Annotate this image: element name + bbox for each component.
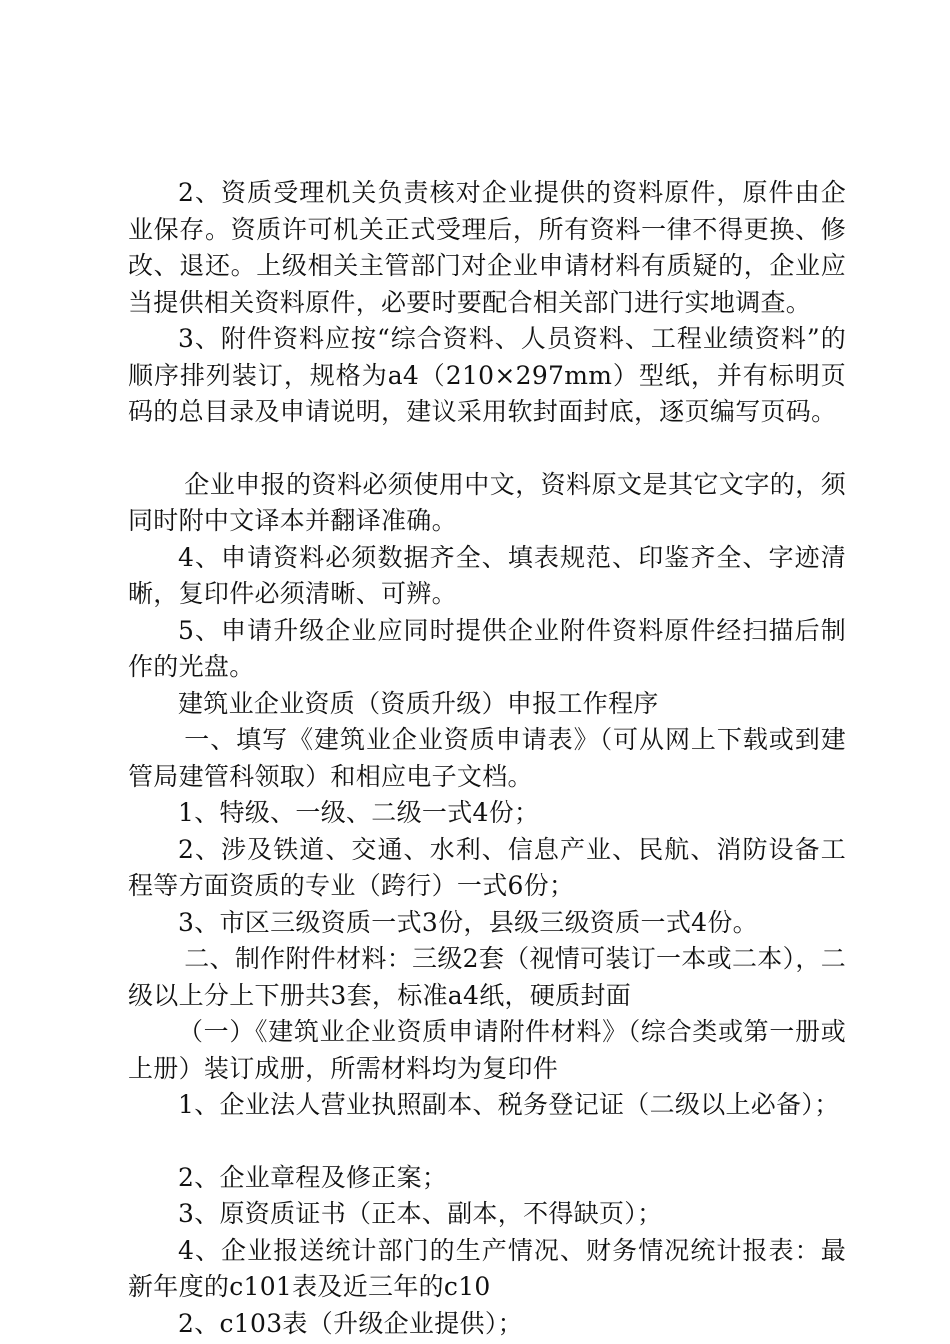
paragraph-scan-disc: 5、申请升级企业应同时提供企业附件资料原件经扫描后制作的光盘。	[128, 615, 846, 681]
list-item-copies-4: 1、特级、一级、二级一式4份；	[178, 798, 540, 827]
list-item-copies-6: 2、涉及铁道、交通、水利、信息产业、民航、消防设备工程等方面资质的专业（跨行）一式6份；	[128, 834, 846, 900]
paragraph-chinese-language: 企业申报的资料必须使用中文，资料原文是其它文字的，须同时附中文译本并翻译准确。	[128, 469, 846, 535]
list-item-business-license: 1、企业法人营业执照副本、税务登记证（二级以上必备）；	[178, 1090, 840, 1119]
section-heading-procedure: 建筑业企业资质（资质升级）申报工作程序	[178, 688, 659, 718]
paragraph-binding-order: 3、附件资料应按“综合资料、人员资料、工程业绩资料”的顺序排列装订，规格为a4（210×297mm）型纸，并有标明页码的总目录及申请说明，建议采用软封面封底，逐页编写页码。	[128, 324, 846, 426]
list-item-articles: 2、企业章程及修正案；	[178, 1162, 448, 1192]
paragraph-step-two: 二、制作附件材料：三级2套（视情可装订一本或二本），二级以上分上下册共3套，标准a4纸，硬质封面	[128, 944, 846, 1010]
list-item-c103: 2、c103表（升级企业提供）；	[178, 1308, 523, 1338]
paragraph-verify-originals: 2、资质受理机关负责核对企业提供的资料原件，原件由企业保存。资质许可机关正式受理后，所有资料一律不得更换、修改、退还。上级相关主管部门对企业申请材料有质疑的，企业应当提供相关资料原件，必要时要配合相关部门进行实地调查。	[128, 178, 846, 317]
paragraph-step-one: 一、填写《建筑业企业资质申请表》（可从网上下载或到建管局建管科领取）和相应电子文档。	[128, 725, 846, 791]
list-item-statistics-reports: 4、企业报送统计部门的生产情况、财务情况统计报表：最新年度的c101表及近三年的c10	[128, 1235, 846, 1301]
list-item-original-certificate: 3、原资质证书（正本、副本，不得缺页）；	[178, 1199, 663, 1228]
paragraph-data-complete: 4、申请资料必须数据齐全、填表规范、印鉴齐全、字迹清晰，复印件必须清晰、可辨。	[128, 542, 846, 608]
document-body	[128, 175, 846, 1342]
list-item-copies-3: 3、市区三级资质一式3份，县级三级资质一式4份。	[178, 907, 758, 937]
paragraph-attachment-volume-one: （一）《建筑业企业资质申请附件材料》（综合类或第一册或上册）装订成册，所需材料均为复印件	[128, 1017, 846, 1083]
